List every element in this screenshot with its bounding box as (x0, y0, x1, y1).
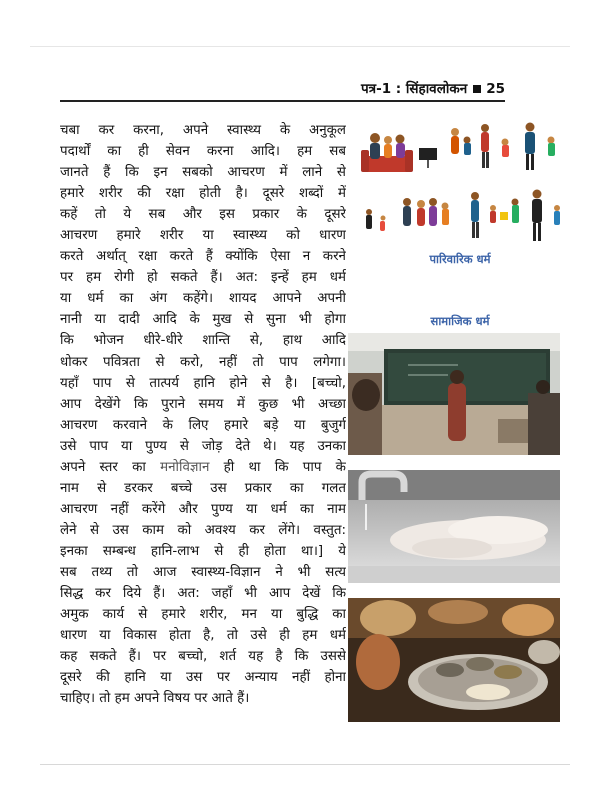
text-line: सिद्ध कर दिये हैं। अत: जहाँ भी आप देखें कि (60, 586, 346, 602)
family-illustration (355, 118, 565, 180)
handwashing-photo (348, 470, 560, 583)
text-line: दूसरे की हानि या उस पर अन्याय नहीं होना (60, 670, 346, 686)
text-line: या धर्म का अंग कहेंगे। शायद आपने अपनी (60, 291, 346, 307)
highlighted-word: मनोविज्ञान (160, 459, 210, 475)
text-line: सब तथ्य तो आज स्वास्थ्य-विज्ञान ने भी सत्य (60, 564, 346, 580)
text-line: नानी या दादी आदि के मुख से सुना भी होगा (60, 312, 346, 328)
text-line: आप देखेंगे कि पुराने समय में कुछ भी अच्छा (60, 396, 346, 412)
text-line-start: अपने स्तर का (60, 459, 146, 475)
text-line: करते अर्थात् रक्षा करते हैं क्योंकि ऐसा न करने (60, 249, 346, 265)
square-bullet-icon (473, 85, 481, 93)
text-line: आचरण नहीं करेंगे और पुण्य या धर्म का नाम (60, 501, 346, 517)
bottom-rule (40, 764, 570, 765)
text-line: उसे पाप या पुण्य से जोड़ देते थे। यह उनका (60, 438, 346, 454)
text-line: आचरण हमारे शरीर या स्वास्थ्य को धारण (60, 228, 346, 244)
body-paragraph (60, 120, 346, 709)
text-line: पर हम रोगी हो सकते हैं। अत: इन्हें हम धर्म (60, 270, 346, 286)
text-line: हमारे शरीर की रक्षा होती है। दूसरे शब्दों में (60, 186, 346, 202)
caption-family-dharma: पारिवारिक धर्म (429, 252, 491, 266)
text-line: आचरण करवाने के लिए हमारे बड़े या बुजुर्ग (60, 417, 346, 433)
text-line: चाहिए। तो हम अपने विषय पर आते हैं। (60, 691, 250, 707)
top-rule (30, 46, 570, 47)
text-line: इनका सम्बन्ध हानि-लाभ से ही होता था।] ये (60, 543, 346, 559)
chapter-title: पत्र-1 : सिंहावलोकन (360, 81, 468, 97)
text-line: यहाँ पाप से तात्पर्य हानि होने से है। [बच्चो, (60, 375, 346, 391)
page-number: 25 (486, 81, 505, 97)
meal-photo (348, 598, 560, 722)
text-line: कह सकते हैं। पर बच्चो, शर्त यह है कि उससे (60, 649, 346, 665)
page-header (60, 80, 505, 102)
text-line: अमुक कार्य से हमारे शरीर, मन या बुद्धि का (60, 607, 346, 623)
classroom-photo (348, 333, 560, 455)
text-line: लेने से उस काम को अवश्य कर लेंगे। वस्तुत: (60, 522, 346, 538)
text-line: पदार्थों का ही सेवन करना आदि। हम सब (60, 144, 346, 160)
social-illustration (355, 188, 565, 246)
caption-social-dharma: सामाजिक धर्म (430, 314, 490, 328)
text-line: धारण या विकास होता है, तो उसे ही हम धर्म (60, 628, 346, 644)
text-line: धोकर पवित्रता से करो, नहीं तो पाप लगेगा। (60, 354, 346, 370)
text-line: कि भोजन धीरे-धीरे शान्ति से, हाथ आदि (60, 333, 346, 349)
text-line: चबा कर करना, अपने स्वास्थ्य के अनुकूल (60, 123, 346, 138)
text-line: कहें तो ये सब और इस प्रकार के दूसरे (60, 207, 346, 223)
text-line: नाम से डरकर बच्चे उस प्रकार का गलत (60, 480, 346, 496)
text-line (60, 457, 346, 478)
text-line: जानते हैं कि इन सबको आचरण में लाने से (60, 165, 346, 181)
text-line-end: ही था कि पाप के (223, 459, 346, 475)
